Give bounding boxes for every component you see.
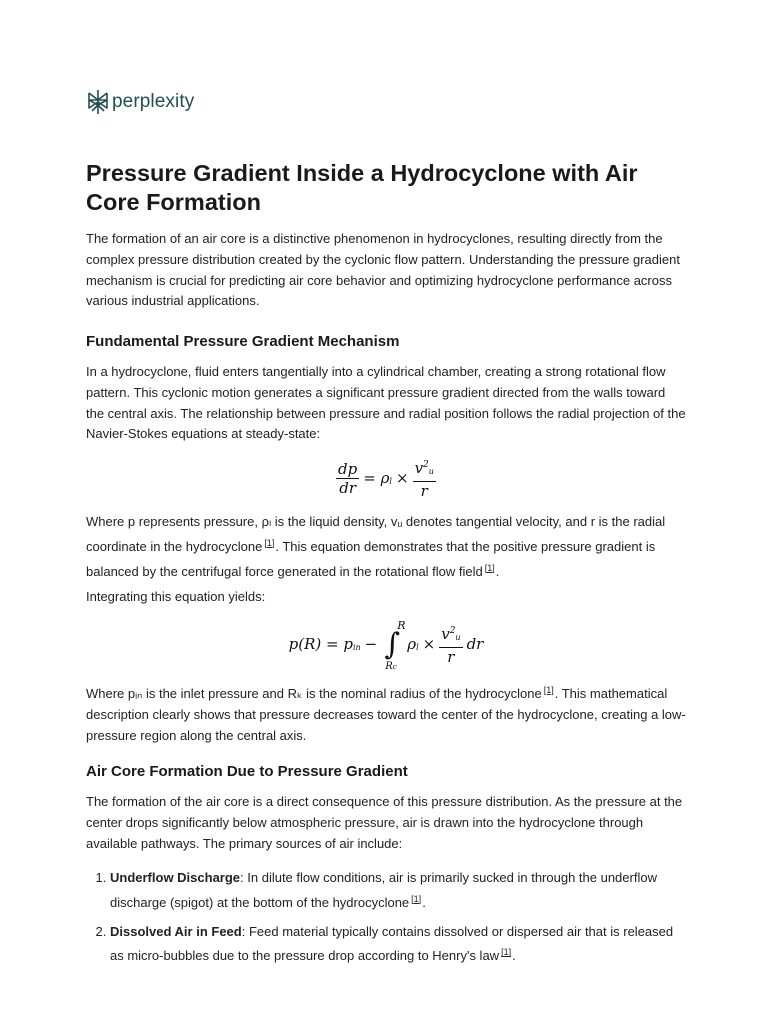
eq2-lhs-sub: in: [352, 643, 361, 652]
eq2-upper-limit: R: [397, 618, 406, 632]
eq2-lower-limit-sub: c: [392, 662, 397, 671]
equation-pressure-gradient: [86, 456, 686, 500]
eq2-v-sub: u: [455, 633, 461, 642]
citation-link[interactable]: [1]: [411, 893, 422, 904]
eq2-v-sup: 2: [449, 626, 456, 636]
equation-integrated-pressure: [86, 618, 686, 672]
eq2-dr: dr: [466, 635, 484, 653]
perplexity-logo[interactable]: [86, 88, 194, 116]
list-item-text: : In dilute flow conditions, air is primarily sucked in through the underflow discharge (spigot) at the bottom of the hydrocyclone: [110, 870, 657, 910]
mechanism-paragraph: In a hydrocyclone, fluid enters tangentially into a cylindrical chamber, creating a strong rotational flow pattern. This cyclonic motion generates a significant pressure gradient directed from the walls toward the central axis. The relationship between pressure and radial position follows the radial projection of the Navier-Stokes equations at steady-state:: [86, 364, 686, 442]
eq2-rho: ρ: [407, 635, 417, 653]
integral-sign: ∫ R Rc: [384, 618, 406, 672]
perplexity-logo-icon: [86, 89, 110, 115]
eq1-numerator: dp: [338, 459, 358, 478]
list-item: [110, 922, 686, 968]
equation1-rhs: [413, 456, 436, 500]
citation-link[interactable]: [1]: [264, 537, 275, 548]
eq2-minus: −: [364, 635, 378, 653]
eq1-r: r: [420, 482, 428, 500]
equation1-lhs: [336, 460, 359, 497]
inlet-text-a: Where pᵢₙ is the inlet pressure and Rₖ is the nominal radius of the hydrocyclone: [86, 686, 542, 701]
integration-paragraph: Integrating this equation yields:: [86, 589, 266, 604]
eq2-times: ×: [422, 635, 436, 653]
list-item: [110, 868, 686, 914]
eq1-rho-sub: l: [389, 477, 392, 486]
list-item-end: .: [422, 894, 426, 910]
equation-explanation-paragraph: [86, 512, 686, 582]
explanation-text-a: Where p represents pressure, ρₗ is the liquid density, vᵤ denotes tangential velocity, and r is the radial coordinate in the hydrocyclone: [86, 514, 666, 554]
brand-name: perplexity: [112, 91, 195, 112]
citation-link[interactable]: [1]: [501, 947, 512, 958]
list-item-term: Underflow Discharge: [110, 870, 241, 885]
intro-paragraph: The formation of an air core is a distinctive phenomenon in hydrocyclones, resulting directly from the complex pressure distribution created by the cyclonic flow pattern. Understanding the pressure gradient mechanism is crucial for predicting air core behavior and optimizing hydrocyclone performance across various industrial applications.: [86, 231, 680, 309]
eq2-lower-limit: R: [385, 660, 393, 672]
eq2-rho-sub: l: [416, 643, 419, 652]
section-heading-mechanism: Fundamental Pressure Gradient Mechanism: [86, 333, 400, 350]
page-title: Pressure Gradient Inside a Hydrocyclone with Air Core Formation: [86, 160, 638, 215]
air-core-paragraph: The formation of the air core is a direct consequence of this pressure distribution. As the pressure at the center drops significantly below atmospheric pressure, air is drawn into the hydrocyclone through available pathways. The primary sources of air include:: [86, 794, 683, 851]
eq1-v-sub: u: [428, 467, 434, 476]
citation-link[interactable]: [1]: [543, 685, 554, 695]
eq2-r: r: [447, 648, 455, 666]
citation-link[interactable]: [1]: [484, 562, 495, 573]
explanation-text-c: .: [495, 563, 500, 579]
eq2-v: v: [441, 625, 450, 643]
equation2-fraction: [439, 622, 462, 666]
air-sources-list: [86, 868, 686, 975]
explanation-text-b: . This equation demonstrates that the positive pressure gradient is balanced by the centrifugal force generated in the rotational flow field: [86, 538, 656, 579]
eq2-lhs: p(R) = p: [288, 635, 353, 653]
section-heading-air-core: Air Core Formation Due to Pressure Gradient: [86, 763, 408, 780]
eq1-v: v: [414, 459, 424, 477]
eq1-v-sup: 2: [423, 460, 429, 470]
eq1-equals-rho: = ρ: [363, 469, 390, 487]
list-item-term: Dissolved Air in Feed: [110, 923, 242, 939]
list-item-text: : Feed material typically contains dissolved or dispersed air that is released as micro-bubbles due to the pressure drop according to Henry's law: [110, 923, 674, 964]
inlet-text-b: . This mathematical description clearly shows that pressure decreases toward the center of the hydrocyclone, creating a low-pressure region along the central axis.: [86, 686, 686, 743]
eq1-denominator: dr: [339, 478, 357, 497]
list-item-end: .: [512, 948, 516, 964]
inlet-pressure-paragraph: [86, 680, 686, 746]
eq1-times: ×: [395, 469, 409, 487]
